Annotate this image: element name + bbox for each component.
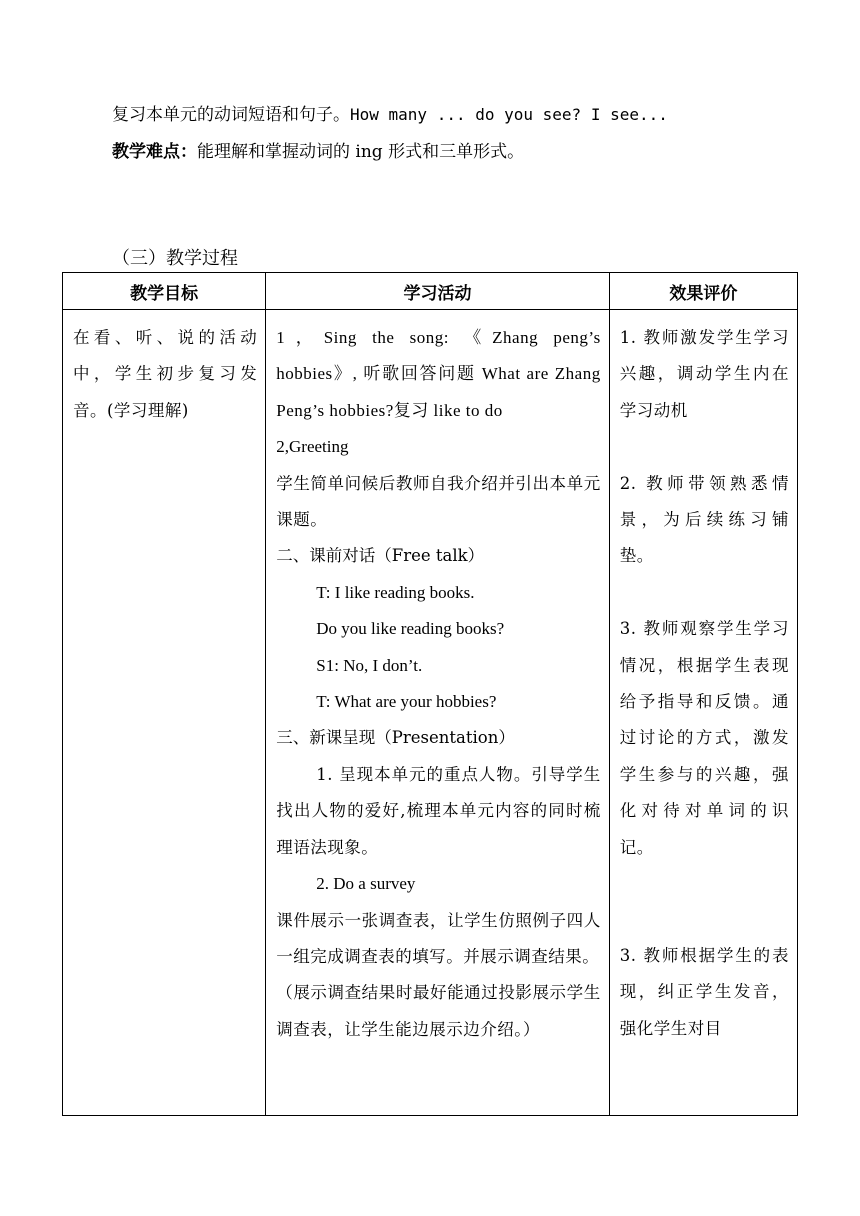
intro-line-2 (112, 140, 524, 164)
activity-presentation-heading: 三、新课呈现（Presentation） (276, 728, 515, 748)
header-evaluation: 效果评价 (609, 273, 797, 310)
table-header-row (63, 273, 798, 310)
activity-key-characters: 1. 呈现本单元的重点人物。引导学生找出人物的爱好,梳理本单元内容的同时梳理语法现象。 (276, 764, 601, 857)
intro-review-text: 复习本单元的动词短语和句子。 (112, 105, 350, 125)
goal-cell (63, 310, 266, 1116)
activity-survey-note: （展示调查结果时最好能通过投影展示学生调查表，让学生能边展示边介绍。） (276, 983, 601, 1039)
dialogue-line: Do you like reading books? (316, 619, 505, 639)
intro-line-1 (112, 103, 668, 127)
intro-sentence-pattern: How many ... do you see? I see... (350, 105, 668, 124)
teaching-process-table (62, 272, 798, 1116)
activity-free-talk-heading: 二、课前对话（Free talk） (276, 546, 485, 566)
activity-greeting-desc: 学生简单问候后教师自我介绍并引出本单元课题。 (276, 473, 601, 530)
activity-greeting: 2,Greeting (276, 437, 349, 457)
dialogue-line: T: What are your hobbies? (316, 692, 497, 712)
evaluation-item-1: 1. 教师激发学生学习兴趣，调动学生内在学习动机 (619, 328, 789, 420)
evaluation-item-4: 3. 教师根据学生的表现，纠正学生发音，强化学生对目 (619, 946, 789, 1038)
dialogue-line: S1: No, I don’t. (316, 655, 423, 675)
header-goal: 教学目标 (63, 273, 266, 310)
activity-survey-desc: 课件展示一张调查表，让学生仿照例子四人一组完成调查表的填写。并展示调查结果。 (276, 910, 601, 966)
table-row (63, 310, 798, 1116)
difficulty-text: 能理解和掌握动词的 ing 形式和三单形式。 (197, 142, 525, 162)
section-title: （三）教学过程 (112, 248, 238, 269)
evaluation-cell (609, 310, 797, 1116)
evaluation-item-3: 3. 教师观察学生学习情况，根据学生表现给予指导和反馈。通过讨论的方式，激发学生参与的兴趣，强化对待对单词的识记。 (619, 619, 789, 857)
activity-sing-song: 1，Sing the song: 《Zhang peng’s hobbies》, 听歌回答问题 What are Zhang Peng’s hobbies?复习 like to do (276, 328, 601, 420)
goal-text: 在看、听、说的活动中，学生初步复习发音。(学习理解) (73, 328, 258, 420)
activity-cell (266, 310, 609, 1116)
evaluation-item-2: 2. 教师带领熟悉情景，为后续练习铺垫。 (619, 473, 789, 566)
difficulty-label: 教学难点： (112, 142, 197, 162)
dialogue-line: T: I like reading books. (316, 582, 475, 602)
header-activity: 学习活动 (266, 273, 609, 310)
activity-survey-heading: 2. Do a survey (316, 874, 416, 894)
